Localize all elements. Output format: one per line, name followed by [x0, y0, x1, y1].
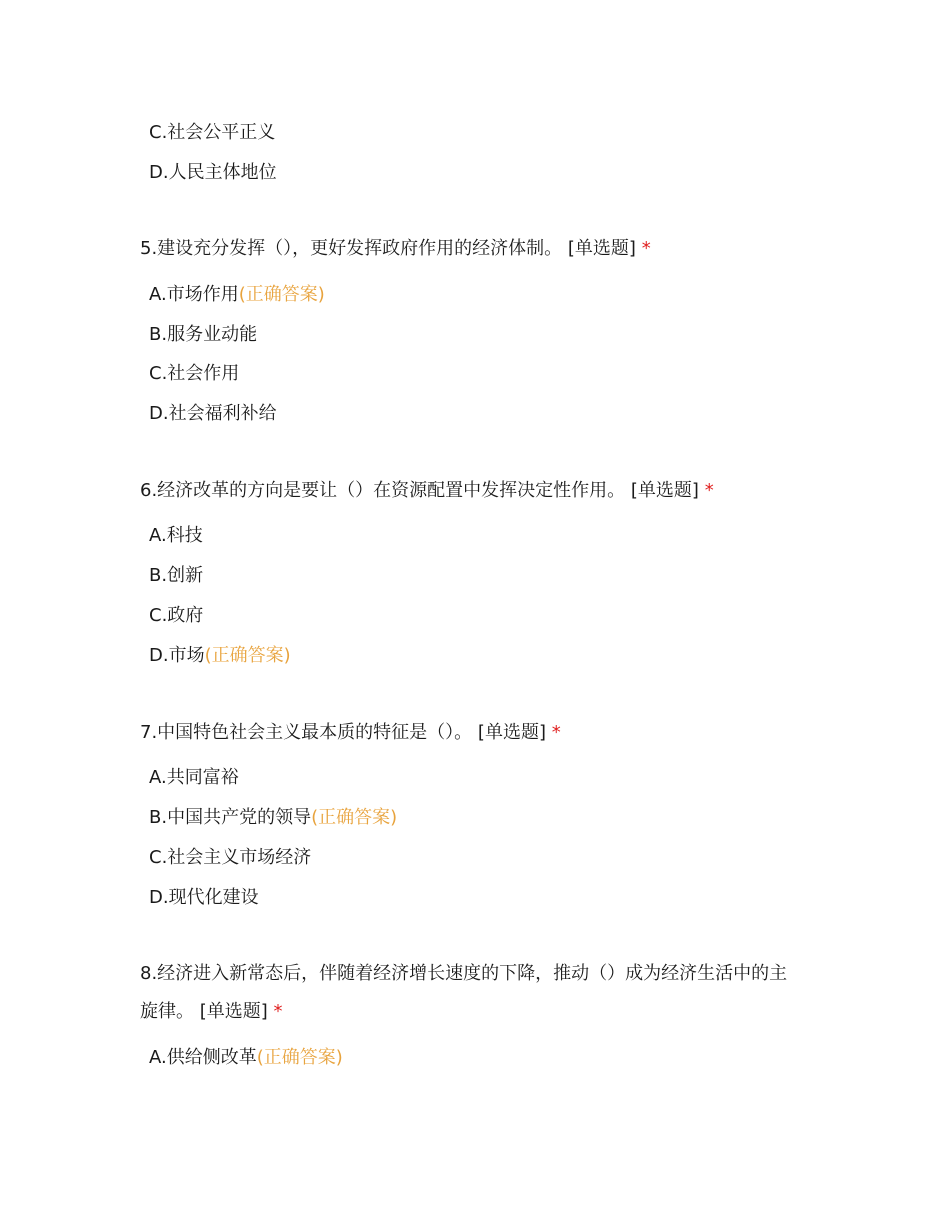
option-d: [149, 161, 277, 185]
correct-answer-label: (正确答案): [204, 645, 291, 666]
question-5-option-a: [149, 283, 325, 307]
question-7-option-c: [149, 846, 311, 870]
required-mark: *: [273, 1001, 283, 1022]
option-text: A.供给侧改革: [149, 1047, 257, 1068]
option-text: D.市场: [149, 645, 205, 666]
question-text: 6.经济改革的方向是要让（）在资源配置中发挥决定性作用。: [140, 480, 626, 501]
question-6-option-a: [149, 524, 203, 548]
option-text: A.共同富裕: [149, 767, 239, 788]
option-text: B.中国共产党的领导: [149, 807, 312, 828]
option-text: D.社会福利补给: [149, 403, 277, 424]
option-text: B.服务业动能: [149, 324, 258, 345]
required-mark: *: [704, 480, 714, 501]
question-type-tag: [单选题]: [199, 1001, 268, 1022]
question-8-stem-line2: [140, 1000, 283, 1024]
option-text: C.社会作用: [149, 363, 240, 384]
option-text: C.社会公平正义: [149, 122, 276, 143]
correct-answer-label: (正确答案): [256, 1047, 343, 1068]
correct-answer-label: (正确答案): [238, 284, 325, 305]
question-text: 5.建设充分发挥（），更好发挥政府作用的经济体制。: [140, 238, 563, 259]
option-text: D.人民主体地位: [149, 162, 277, 183]
question-6-option-d: [149, 644, 291, 668]
question-7-option-a: [149, 766, 239, 790]
option-text: A.市场作用: [149, 284, 239, 305]
option-text: C.政府: [149, 605, 204, 626]
question-5-option-d: [149, 402, 277, 426]
option-text: B.创新: [149, 565, 204, 586]
question-6-option-c: [149, 604, 203, 628]
option-text: C.社会主义市场经济: [149, 847, 312, 868]
question-text: 7.中国特色社会主义最本质的特征是（）。: [140, 722, 473, 743]
required-mark: *: [641, 238, 651, 259]
question-8-stem-line1: [140, 962, 787, 986]
question-6-stem: [140, 479, 714, 503]
question-type-tag: [单选题]: [567, 238, 636, 259]
question-5-option-c: [149, 362, 239, 386]
question-text: 8.经济进入新常态后，伴随着经济增长速度的下降，推动（）成为经济生活中的主: [140, 963, 788, 984]
question-7-stem: [140, 721, 561, 745]
question-8-option-a: [149, 1046, 343, 1070]
question-7-option-b: [149, 806, 397, 830]
question-type-tag: [单选题]: [630, 480, 699, 501]
correct-answer-label: (正确答案): [311, 807, 398, 828]
question-5-option-b: [149, 323, 257, 347]
question-5-stem: [140, 237, 651, 261]
option-text: D.现代化建设: [149, 887, 259, 908]
question-type-tag: [单选题]: [477, 722, 546, 743]
option-text: A.科技: [149, 525, 203, 546]
question-text: 旋律。: [140, 1001, 194, 1022]
required-mark: *: [551, 722, 561, 743]
option-c: [149, 121, 275, 145]
question-6-option-b: [149, 564, 203, 588]
question-7-option-d: [149, 886, 259, 910]
